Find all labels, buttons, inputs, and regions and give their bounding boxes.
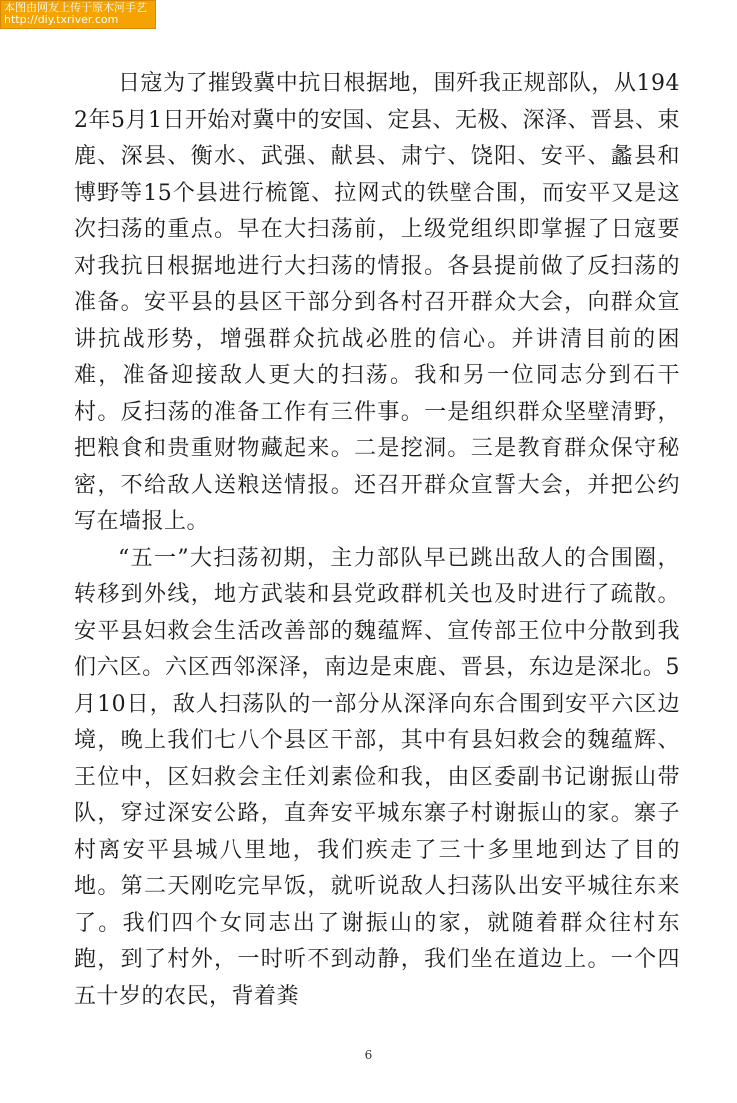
watermark-url: http://diy.txriver.com [4,14,119,26]
document-body [74,66,680,1015]
watermark-banner [0,0,156,29]
paragraph-1: 日寇为了摧毁冀中抗日根据地，围歼我正规部队，从1942年5月1日开始对冀中的安国、定县、无极、深泽、晋县、束鹿、深县、衡水、武强、献县、肃宁、饶阳、安平、蠡县和博野等15个县进行梳篦、拉网式的铁壁合围，而安平又是这次扫荡的重点。早在大扫荡前，上级党组织即掌握了日寇要对我抗日根据地进行大扫荡的情报。各县提前做了反扫荡的准备。安平县的县区干部分到各村召开群众大会，向群众宣讲抗战形势，增强群众抗战必胜的信心。并讲清目前的困难，准备迎接敌人更大的扫荡。我和另一位同志分到石干村。反扫荡的准备工作有三件事。一是组织群众坚壁清野，把粮食和贵重财物藏起来。二是挖洞。三是教育群众保守秘密，不给敌人送粮送情报。还召开群众宣誓大会，并把公约写在墙报上。 [74,71,680,534]
watermark-text: 本图由网友上传于原木河手艺 [4,2,147,14]
paragraph-2: “五一”大扫荡初期，主力部队早已跳出敌人的合围圈，转移到外线，地方武装和县党政群机关也及时进行了疏散。安平县妇救会生活改善部的魏蕴辉、宣传部王位中分散到我们六区。六区西邻深泽，南边是束鹿、晋县，东边是深北。5月10日，敌人扫荡队的一部分从深泽向东合围到安平六区边境，晚上我们七八个县区干部，其中有县妇救会的魏蕴辉、王位中，区妇救会主任刘素俭和我，由区委副书记谢振山带队，穿过深安公路，直奔安平城东寨子村谢振山的家。寨子村离安平县城八里地，我们疾走了三十多里地到达了目的地。第二天刚吃完早饭，就听说敌人扫荡队出安平城往东来了。我们四个女同志出了谢振山的家，就随着群众往村东跑，到了村外，一时听不到动静，我们坐在道边上。一个四五十岁的农民，背着粪 [74,545,680,1009]
page-number: 6 [364,1048,373,1062]
